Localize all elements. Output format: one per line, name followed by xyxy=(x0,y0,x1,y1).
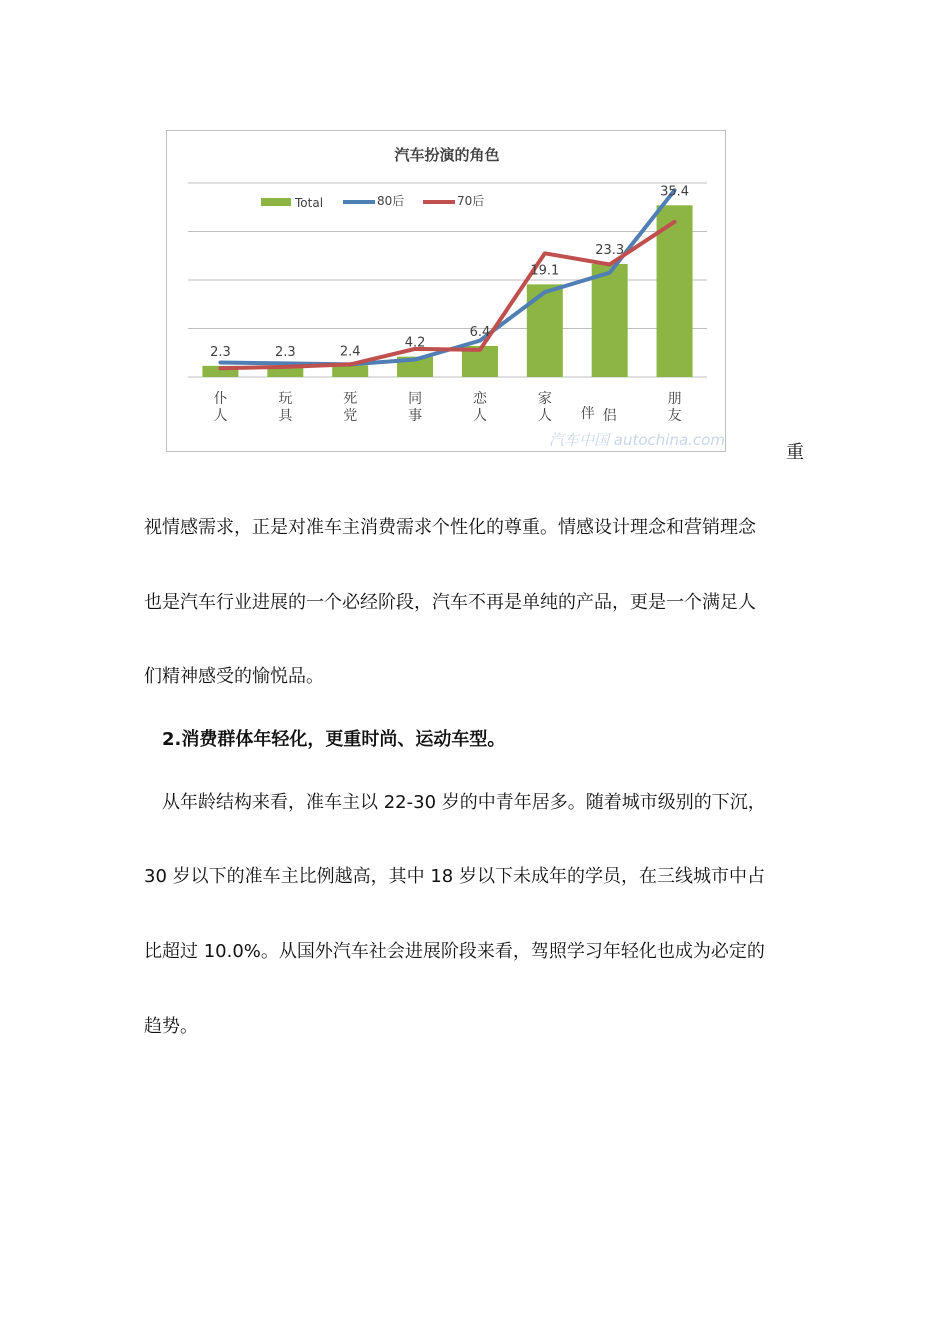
paragraph-trailing-char: 重 xyxy=(786,442,804,463)
data-label: 2.3 xyxy=(274,344,296,360)
legend-swatch-total xyxy=(261,198,291,206)
category-label: 友 xyxy=(667,408,682,424)
bar-total xyxy=(592,264,628,377)
data-label: 4.2 xyxy=(404,335,426,351)
category-label: 死 xyxy=(343,391,358,407)
category-label: 恋 xyxy=(472,391,487,407)
category-label: 人 xyxy=(537,408,552,424)
data-label: 6.4 xyxy=(469,324,491,340)
data-label: 2.3 xyxy=(210,344,231,360)
data-label: 35.4 xyxy=(660,184,690,200)
category-label: 玩 xyxy=(278,391,293,407)
paragraph-2-line-1: 从年龄结构来看，准车主以 22-30 岁的中青年居多。随着城市级别的下沉， xyxy=(162,792,766,813)
bar-total xyxy=(527,284,563,377)
paragraph-1-line-3: 们精神感受的愉悦品。 xyxy=(144,666,324,687)
category-label: 侣 xyxy=(602,408,617,424)
category-label: 同 xyxy=(408,391,423,407)
paragraph-1-line-2: 也是汽车行业进展的一个必经阶段，汽车不再是单纯的产品，更是一个满足人 xyxy=(144,592,756,613)
legend-label-line: 80后 xyxy=(377,194,405,208)
category-label: 人 xyxy=(472,408,487,424)
category-label: 家 xyxy=(537,391,552,407)
category-label: 朋 xyxy=(667,391,682,407)
chart-svg xyxy=(167,131,727,453)
data-label: 23.3 xyxy=(595,242,625,258)
section-heading: 2.消费群体年轻化，更重时尚、运动车型。 xyxy=(162,729,506,750)
category-label: 伴 xyxy=(580,406,595,422)
paragraph-2-line-4: 趋势。 xyxy=(144,1016,198,1037)
category-label: 具 xyxy=(278,408,293,424)
category-label: 党 xyxy=(343,408,358,424)
paragraph-2-line-3: 比超过 10.0%。从国外汽车社会进展阶段来看，驾照学习年轻化也成为必定的 xyxy=(144,941,765,962)
legend-label-total: Total xyxy=(295,196,324,210)
data-label: 2.4 xyxy=(339,344,361,360)
chart-title: 汽车扮演的角色 xyxy=(394,146,500,164)
bar-total xyxy=(332,365,368,377)
data-label: 19.1 xyxy=(530,263,560,279)
chart-figure xyxy=(166,130,726,452)
category-label: 事 xyxy=(408,408,423,424)
paragraph-1-line-1: 视情感需求，正是对准车主消费需求个性化的尊重。情感设计理念和营销理念 xyxy=(144,517,756,538)
category-label: 人 xyxy=(213,408,228,424)
legend-label-line: 70后 xyxy=(457,194,485,208)
paragraph-2-line-2: 30 岁以下的准车主比例越高，其中 18 岁以下未成年的学员，在三线城市中占 xyxy=(144,866,765,887)
category-label: 仆 xyxy=(213,391,228,407)
watermark: 汽车中国 autochina.com xyxy=(549,431,725,449)
